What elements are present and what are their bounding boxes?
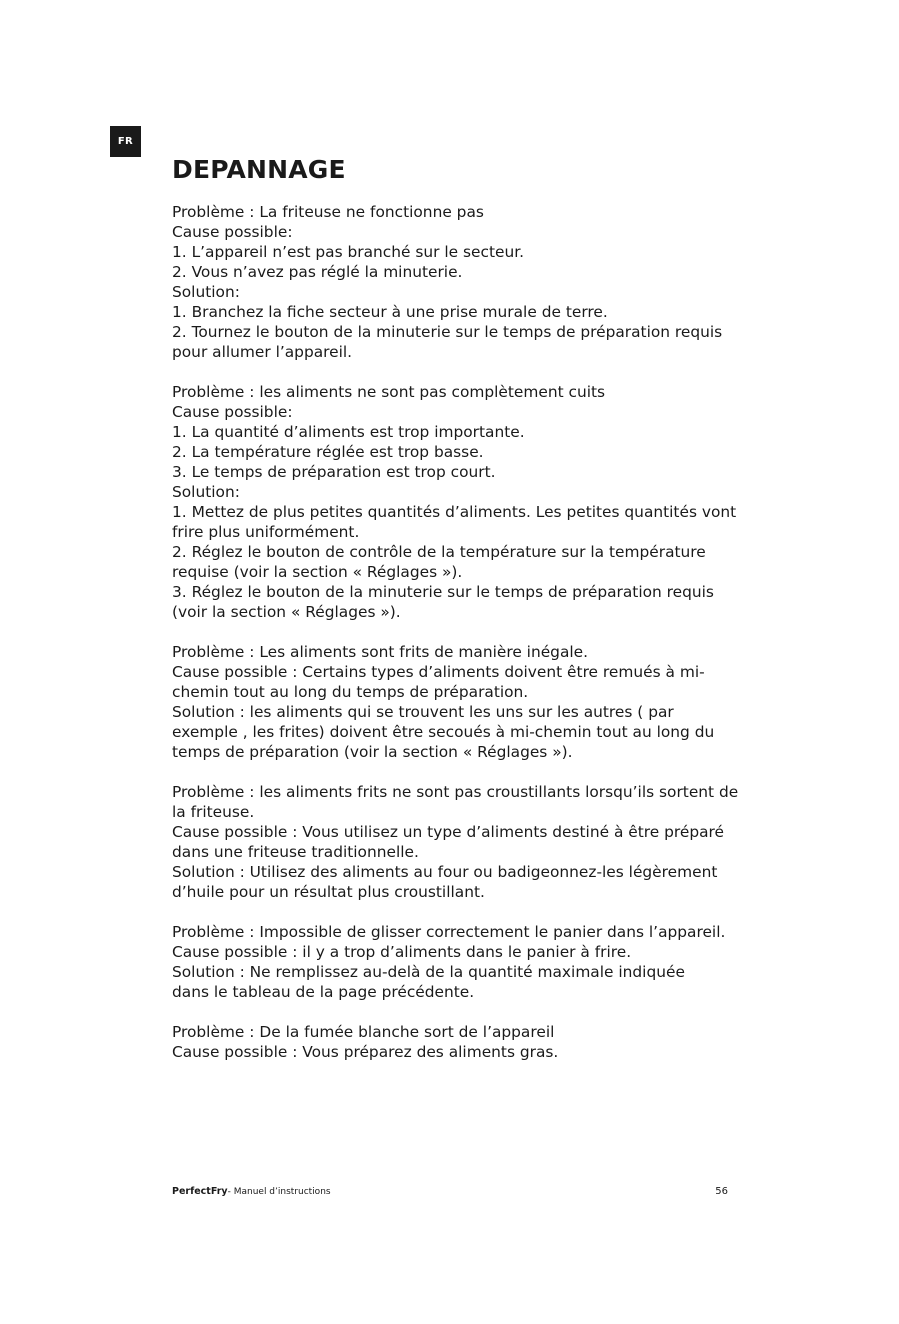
text-line: Problème : les aliments ne sont pas complètement cuits xyxy=(172,383,606,401)
troubleshooting-entry xyxy=(172,922,732,1002)
text-line: Problème : La friteuse ne fonctionne pas xyxy=(172,203,484,221)
text-line: 1. L’appareil n’est pas branché sur le secteur. xyxy=(172,243,525,261)
page-footer xyxy=(172,1184,728,1200)
troubleshooting-entry xyxy=(172,1022,732,1062)
text-line: 2. Vous n’avez pas réglé la minuterie. xyxy=(172,263,463,281)
text-line: temps de préparation (voir la section « Réglages »). xyxy=(172,743,573,761)
text-line: 3. Réglez le bouton de la minuterie sur le temps de préparation requis xyxy=(172,583,714,601)
text-line: 1. Mettez de plus petites quantités d’aliments. Les petites quantités vont xyxy=(172,503,737,521)
troubleshooting-content xyxy=(172,202,739,1082)
text-line: Cause possible : il y a trop d’aliments dans le panier à frire. xyxy=(172,943,632,961)
page-number: 56 xyxy=(715,1186,728,1197)
text-line: 2. Réglez le bouton de contrôle de la température sur la température xyxy=(172,543,706,561)
text-line: exemple , les frites) doivent être secoués à mi-chemin tout au long du xyxy=(172,723,715,741)
text-line: Problème : De la fumée blanche sort de l’appareil xyxy=(172,1023,555,1041)
text-line: 1. La quantité d’aliments est trop importante. xyxy=(172,423,525,441)
text-line: pour allumer l’appareil. xyxy=(172,343,353,361)
text-line: Solution : Utilisez des aliments au four ou badigeonnez-les légèrement xyxy=(172,863,718,881)
text-line: 3. Le temps de préparation est trop court. xyxy=(172,463,496,481)
text-line: 2. Tournez le bouton de la minuterie sur le temps de préparation requis xyxy=(172,323,723,341)
text-line: d’huile pour un résultat plus croustillant. xyxy=(172,883,485,901)
troubleshooting-entry xyxy=(172,782,739,902)
text-line: Cause possible: xyxy=(172,403,293,421)
text-line: 1. Branchez la fiche secteur à une prise murale de terre. xyxy=(172,303,608,321)
text-line: dans une friteuse traditionnelle. xyxy=(172,843,419,861)
text-line: Cause possible : Certains types d’aliments doivent être remués à mi- xyxy=(172,663,705,681)
text-line: Problème : Impossible de glisser correctement le panier dans l’appareil. xyxy=(172,923,726,941)
text-line: (voir la section « Réglages »). xyxy=(172,603,401,621)
text-line: chemin tout au long du temps de préparation. xyxy=(172,683,529,701)
text-line: requise (voir la section « Réglages »). xyxy=(172,563,463,581)
troubleshooting-entry xyxy=(172,382,737,622)
troubleshooting-entry xyxy=(172,642,732,762)
text-line: dans le tableau de la page précédente. xyxy=(172,983,475,1001)
text-line: Cause possible : Vous préparez des aliments gras. xyxy=(172,1043,559,1061)
troubleshooting-entry xyxy=(172,202,732,362)
brand-name: PerfectFry xyxy=(172,1186,228,1197)
text-line: Cause possible: xyxy=(172,223,293,241)
text-line: frire plus uniformément. xyxy=(172,523,360,541)
language-tab: FR xyxy=(110,126,141,157)
text-line: Cause possible : Vous utilisez un type d’aliments destiné à être préparé xyxy=(172,823,725,841)
text-line: Solution : Ne remplissez au-delà de la quantité maximale indiquée xyxy=(172,963,685,981)
text-line: Problème : les aliments frits ne sont pas croustillants lorsqu’ils sortent de xyxy=(172,783,739,801)
text-line: Solution: xyxy=(172,483,240,501)
page-title: DEPANNAGE xyxy=(172,155,346,184)
text-line: Solution: xyxy=(172,283,240,301)
text-line: Solution : les aliments qui se trouvent les uns sur les autres ( par xyxy=(172,703,674,721)
manual-subtitle: - Manuel d’instructions xyxy=(227,1187,331,1197)
text-line: la friteuse. xyxy=(172,803,255,821)
text-line: 2. La température réglée est trop basse. xyxy=(172,443,484,461)
text-line: Problème : Les aliments sont frits de manière inégale. xyxy=(172,643,589,661)
